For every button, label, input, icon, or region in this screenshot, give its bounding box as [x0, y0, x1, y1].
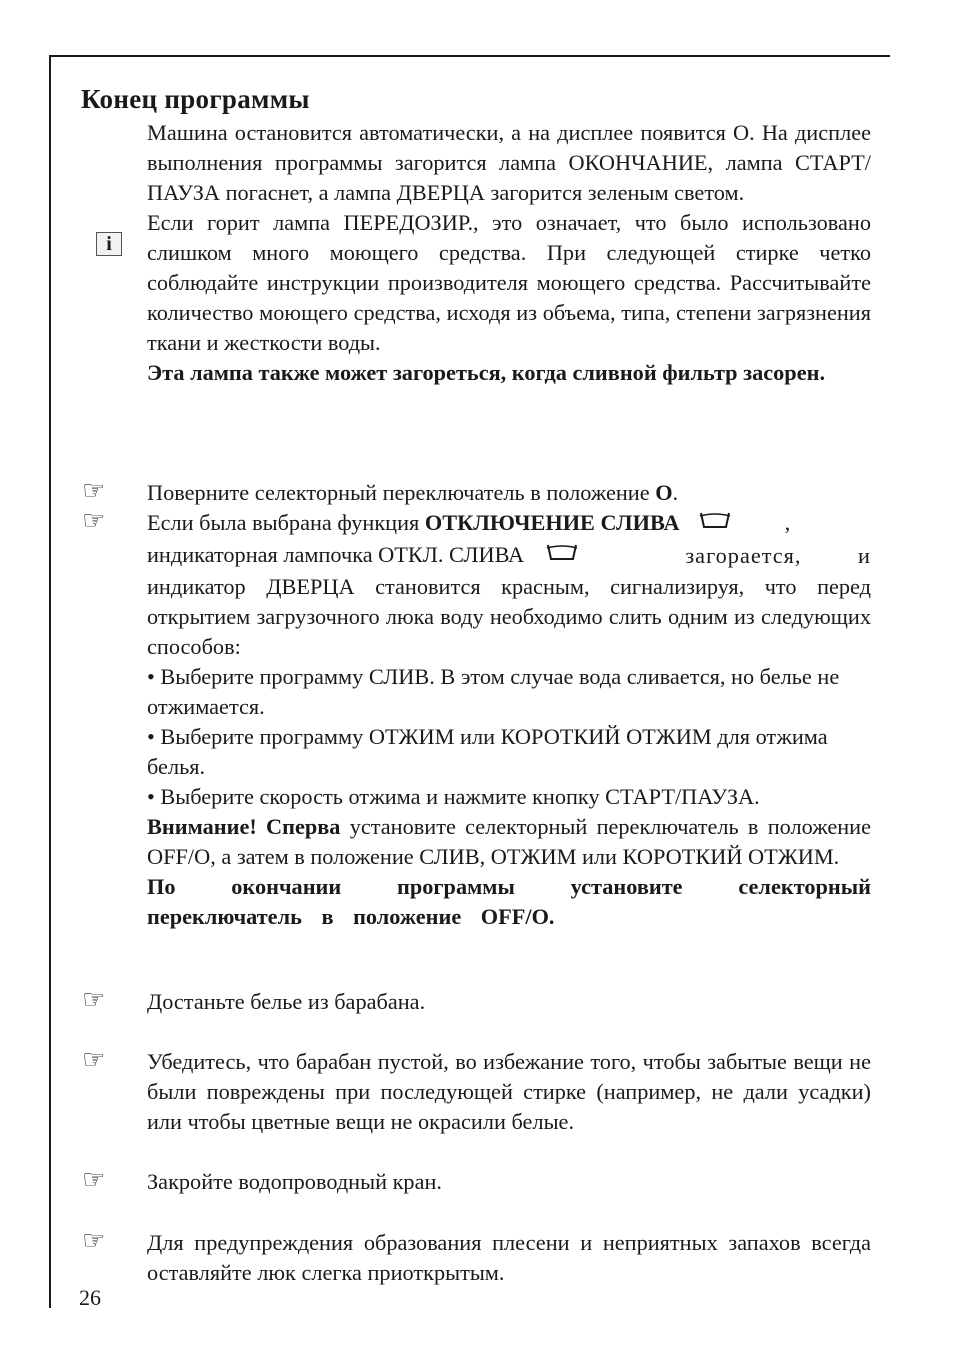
pointing-hand-icon: ☞	[82, 1226, 106, 1256]
step-3-text: Достаньте белье из барабана.	[147, 989, 426, 1014]
bullet-speed: • Выберите скорость отжима и нажмите кнопку СТАРТ/ПАУЗА.	[147, 783, 760, 809]
attention-note: Внимание! Сперва установите селекторный переключатель в положение OFF/O, а затем в положение СЛИВ, ОТЖИМ или КОРОТКИЙ ОТЖИМ.	[147, 813, 871, 869]
step-1-position: О	[655, 480, 673, 505]
step-6	[147, 1228, 871, 1288]
drain-tub-icon	[546, 540, 578, 570]
info-paragraph-2: Если горит лампа ПЕРЕДОЗИР., это означает, что было использовано слишком много моющего средства. При следующей стирке четко соблюдайте инструкции производителя моющего средства. Рассчитывайте количество моющего средства, исходя из объема, типа, степени загрязнения ткани и жесткости воды.	[147, 210, 871, 355]
drain-tub-icon	[699, 508, 731, 538]
pointing-hand-icon: ☞	[82, 985, 106, 1015]
step-2: Если была выбрана функция ОТКЛЮЧЕНИЕ СЛИВА , индикаторная лампочка ОТКЛ. СЛИВА загорается, и индикатор ДВЕРЦА становится красным, сигнализируя, что перед открытием загрузочного люка воду необходимо слить одним из следующих способов: • Выберите программу СЛИВ. В этом случае вода сливается, но белье не отжимается. • Выберите программу ОТЖИМ или КОРОТКИЙ ОТЖИМ для отжима белья. • Выберите скорость отжима и нажмите кнопку СТАРТ/ПАУЗА. Внимание! Сперва установите селекторный переключатель в положение OFF/O, а затем в положение СЛИВ, ОТЖИМ или КОРОТКИЙ ОТЖИМ. По окончании программы установите селекторный переключатель в положение OFF/O.	[147, 508, 871, 932]
step-5-text: Закройте водопроводный кран.	[147, 1169, 442, 1194]
step-2-description: индикатор ДВЕРЦА становится красным, сигнализируя, что перед открытием загрузочного люка воду необходимо слить одним из следующих способов:	[147, 573, 871, 659]
step-4-text: Убедитесь, что барабан пустой, во избежание того, чтобы забытые вещи не были повреждены при последующей стирке (например, не дали усадки) или чтобы цветные вещи не окрасили белые.	[147, 1049, 871, 1134]
pointing-hand-icon: ☞	[82, 1165, 106, 1195]
step-1-text: Поверните селекторный переключатель в положение	[147, 480, 656, 505]
info-paragraph-1: Машина остановится автоматически, а на дисплее появится О. На дисплее выполнения программы загорится лампа ОКОНЧАНИЕ, лампа СТАРТ/ПАУЗА погаснет, а лампа ДВЕРЦА загорится зеленым светом.	[147, 120, 871, 205]
bullet-drain: • Выберите программу СЛИВ. В этом случае вода сливается, но белье не отжимается.	[147, 663, 840, 719]
step-2-function: ОТКЛЮЧЕНИЕ СЛИВА	[424, 510, 680, 535]
section-title: Конец программы	[81, 84, 310, 114]
step-4	[147, 1047, 871, 1137]
final-note: По окончании программы установите селекторный переключатель в положение OFF/O.	[147, 873, 871, 929]
step-6-text: Для предупреждения образования плесени и неприятных запахов всегда оставляйте люк слегка приоткрытым.	[147, 1230, 871, 1285]
step-2-lamp-label: индикаторная лампочка ОТКЛ. СЛИВА	[147, 541, 525, 567]
step-1: Поверните селекторный переключатель в положение О.	[147, 480, 679, 505]
top-border-line	[49, 55, 890, 57]
info-warning: Эта лампа также может загореться, когда сливной фильтр засорен.	[147, 360, 826, 385]
step-5	[147, 1167, 871, 1197]
pointing-hand-icon: ☞	[82, 506, 106, 536]
page-number: 26	[79, 1285, 101, 1310]
step-3	[147, 987, 871, 1017]
pointing-hand-icon: ☞	[82, 476, 106, 506]
bullet-spin: • Выберите программу ОТЖИМ или КОРОТКИЙ ОТЖИМ для отжима белья.	[147, 723, 828, 779]
left-border-line	[49, 55, 51, 1308]
pointing-hand-icon: ☞	[82, 1045, 106, 1075]
info-icon: i	[96, 232, 122, 256]
step-2-intro: Если была выбрана функция	[147, 510, 425, 535]
info-block	[147, 118, 871, 388]
